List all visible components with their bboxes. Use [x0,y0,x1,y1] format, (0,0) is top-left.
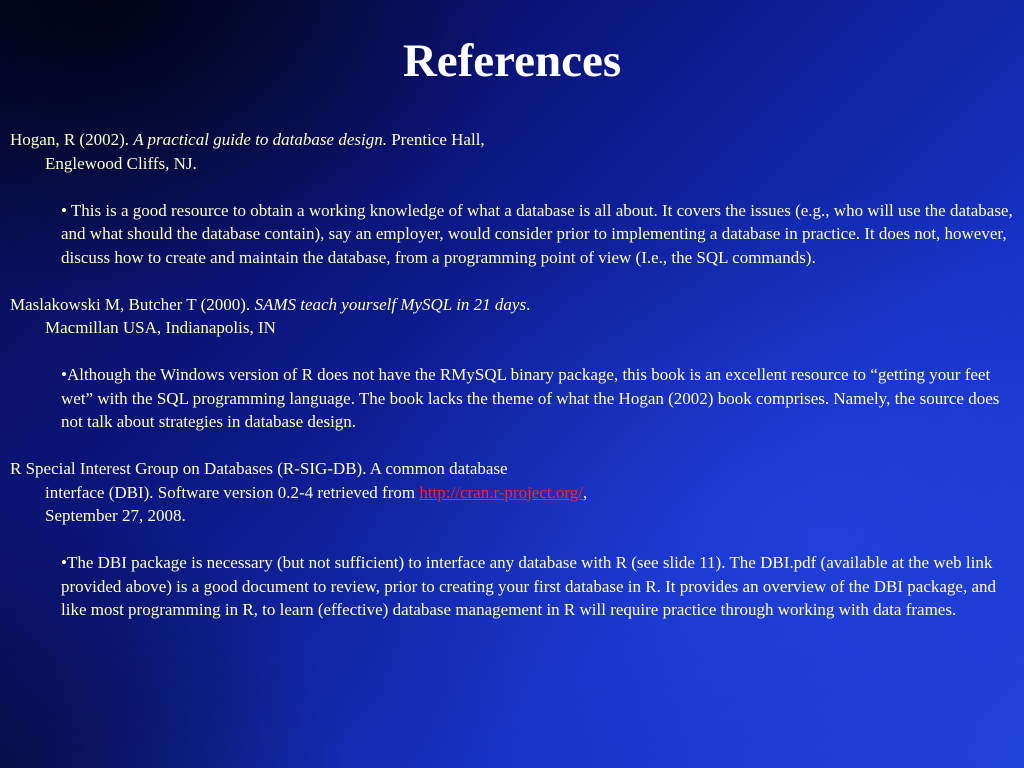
reference-authors-year: Maslakowski M, Butcher T (2000). [10,294,255,314]
reference-retrieval-line [45,481,1014,505]
reference-note: •The DBI package is necessary (but not sufficient) to interface any database with R (see slide 11). The DBI.pdf (available at the web link provided above) is a good document to review, prior to creating your first database in R. It provides an overview of the DBI package, and like most programming in R, to learn (effective) database management in R will require practice through working with data frames. [61,553,997,619]
reference-title-period: . [526,294,531,314]
reference-r-sig-db [10,457,1014,622]
slide-title: References [402,35,622,87]
reference-authors-year: Hogan, R (2002). [10,130,134,149]
reference-citation-line: R Special Interest Group on Databases (R-SIG-DB). A common database [10,459,508,478]
reference-note: • This is a good resource to obtain a working knowledge of what a database is all about. It covers the issues (e.g., who will use the database, and what should the database contain), say an employer, would consider prior to implementing a database in practice. It does not, however, discuss how to create and maintain the database, from a programming point of view (I.e., the SQL commands). [61,200,1013,267]
reference-publisher: Prentice Hall, [386,130,485,149]
reference-comma: , [582,482,588,502]
references-list [10,128,1014,645]
reference-retrieval-text: interface (DBI). Software version 0.2-4 retrieved from [45,482,420,502]
reference-location: Englewood Cliffs, NJ. [45,153,197,173]
reference-book-title: A practical guide to database design. [133,130,387,149]
reference-location: Macmillan USA, Indianapolis, IN [45,318,276,337]
reference-book-title: SAMS teach yourself MySQL in 21 days [254,294,527,314]
reference-citation-line [10,128,1014,152]
reference-citation-line [10,293,1014,317]
reference-maslakowski [10,293,1014,434]
reference-note: •Although the Windows version of R does not have the RMySQL binary package, this book is an excellent resource to “getting your feet wet” with the SQL programming language. The book lacks the theme of what the Hogan (2002) book comprises. Namely, the source does not talk about strategies in database design. [61,365,1000,431]
cran-link[interactable]: http://cran.r-project.org/ [419,482,583,502]
reference-hogan [10,128,1014,269]
reference-date: September 27, 2008. [45,506,186,525]
